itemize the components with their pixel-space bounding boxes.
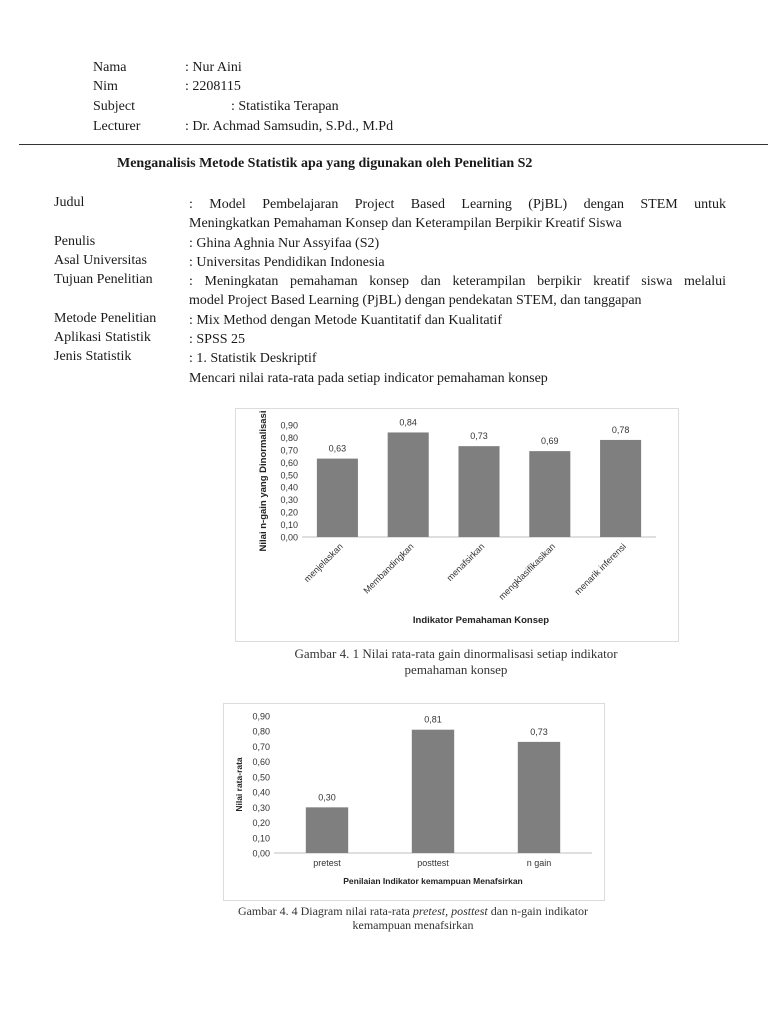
y-tick-label: 0,30 — [280, 495, 298, 506]
field-value-line1: : Model Pembelajaran Project Based Learning (PjBL) dengan STEM untuk — [189, 197, 726, 212]
y-tick-label: 0,80 — [252, 726, 270, 737]
y-tick-label: 0,60 — [280, 457, 298, 468]
info-value: : Statistika Terapan — [231, 99, 339, 114]
field-value: : Mix Method dengan Metode Kuantitatif dan Kualitatif — [189, 313, 502, 328]
info-label: Nama — [93, 60, 127, 75]
y-tick-label: 0,70 — [252, 741, 270, 752]
y-tick-label: 0,90 — [280, 420, 298, 431]
y-tick-label: 0,00 — [252, 848, 270, 859]
chart1-caption-line2: pemahaman konsep — [404, 662, 508, 677]
chart2-caption-line2: kemampuan menafsirkan — [352, 918, 474, 932]
field-value-line2: model Project Based Learning (PjBL) dengan pendekatan STEM, dan tanggapan — [189, 293, 642, 308]
field-label: Tujuan Penelitian — [54, 272, 153, 287]
bar-value-label: 0,81 — [424, 714, 442, 725]
y-tick-label: 0,40 — [252, 787, 270, 798]
chart1-svg — [236, 409, 678, 641]
chart-indikator-pemahaman-konsep — [235, 408, 679, 642]
bar — [317, 459, 358, 537]
field-label: Metode Penelitian — [54, 311, 157, 326]
y-tick-label: 0,20 — [280, 507, 298, 518]
y-tick-label: 0,10 — [280, 520, 298, 531]
field-value: : 1. Statistik Deskriptif — [189, 351, 317, 366]
bar — [388, 432, 429, 537]
divider — [19, 144, 768, 145]
bar-value-label: 0,84 — [399, 417, 417, 428]
bar — [518, 742, 560, 853]
y-tick-label: 0,00 — [280, 532, 298, 543]
field-value: : SPSS 25 — [189, 332, 246, 347]
x-tick-label: mengklasifikasikan — [496, 541, 558, 602]
x-axis-label: Indikator Pemahaman Konsep — [412, 615, 550, 626]
x-axis-label: Penilaian Indikator kemampuan Menafsirkan — [343, 876, 523, 886]
y-tick-label: 0,50 — [252, 772, 270, 783]
y-tick-label: 0,20 — [252, 818, 270, 829]
chart-indikator-menafsirkan — [223, 703, 605, 901]
caption-post: dan n-gain indikator — [487, 904, 589, 918]
y-tick-label: 0,60 — [252, 757, 270, 768]
field-value-line2: Meningkatkan Pemahaman Konsep dan Keterampilan Berpikir Kreatif Siswa — [189, 216, 622, 231]
field-value — [189, 272, 726, 310]
field-value-line1: : Meningkatan pemahaman konsep dan keterampilan berpikir kreatif siswa melalui — [189, 274, 726, 289]
bar — [412, 730, 454, 853]
field-label: Aplikasi Statistik — [54, 330, 151, 345]
x-tick-label: menafsirkan — [444, 541, 487, 584]
chart2-caption — [223, 904, 603, 932]
bar-value-label: 0,78 — [611, 424, 630, 435]
y-tick-label: 0,90 — [252, 711, 270, 722]
bar — [529, 451, 570, 537]
field-label: Jenis Statistik — [54, 349, 132, 364]
info-label: Subject — [93, 99, 135, 114]
field-value: : Ghina Aghnia Nur Assyifaa (S2) — [189, 236, 380, 251]
y-tick-label: 0,80 — [280, 432, 298, 443]
y-axis-label: Nilai n-gain yang Dinormalisasi — [258, 410, 269, 552]
bar-value-label: 0,63 — [328, 443, 347, 454]
chart2-caption-line1 — [223, 904, 603, 918]
y-tick-label: 0,50 — [280, 470, 298, 481]
info-value: : Nur Aini — [185, 60, 242, 75]
x-tick-label: Membandingkan — [361, 541, 416, 596]
field-label: Penulis — [54, 234, 96, 249]
x-tick-label: posttest — [417, 858, 449, 868]
chart1-caption — [235, 646, 677, 678]
x-tick-label: menarik inferensi — [572, 541, 629, 597]
bar-value-label: 0,73 — [530, 726, 548, 737]
caption-pre: Gambar 4. 4 Diagram nilai rata-rata — [237, 904, 413, 918]
document-title: Menganalisis Metode Statistik apa yang digunakan oleh Penelitian S2 — [117, 156, 533, 171]
info-value: : 2208115 — [185, 79, 241, 94]
chart2-svg — [224, 704, 604, 900]
bar-value-label: 0,69 — [541, 436, 559, 447]
bar — [458, 446, 499, 537]
bar — [306, 807, 348, 853]
info-label: Lecturer — [93, 119, 141, 134]
field-value: : Universitas Pendidikan Indonesia — [189, 255, 385, 270]
info-value: : Dr. Achmad Samsudin, S.Pd., M.Pd — [185, 119, 394, 134]
caption-italic: pretest, posttest — [412, 904, 488, 918]
field-label: Asal Universitas — [54, 253, 147, 268]
field-value — [189, 195, 726, 233]
x-tick-label: menjelaskan — [302, 541, 345, 585]
y-tick-label: 0,30 — [252, 802, 270, 813]
y-tick-label: 0,40 — [280, 482, 298, 493]
x-tick-label: pretest — [313, 858, 341, 868]
field-label: Judul — [54, 195, 85, 210]
jenis-note-text: Mencari nilai rata-rata pada setiap indicator pemahaman konsep — [189, 371, 548, 386]
y-tick-label: 0,10 — [252, 833, 270, 844]
y-axis-label: Nilai rata-rata — [234, 757, 244, 812]
bar-value-label: 0,73 — [470, 431, 488, 442]
chart1-caption-line1: Gambar 4. 1 Nilai rata-rata gain dinormalisasi setiap indikator — [294, 646, 618, 661]
bar-value-label: 0,30 — [318, 792, 336, 803]
bar — [600, 440, 641, 537]
x-tick-label: n gain — [526, 858, 552, 868]
y-tick-label: 0,70 — [280, 445, 298, 456]
info-label: Nim — [93, 79, 118, 94]
